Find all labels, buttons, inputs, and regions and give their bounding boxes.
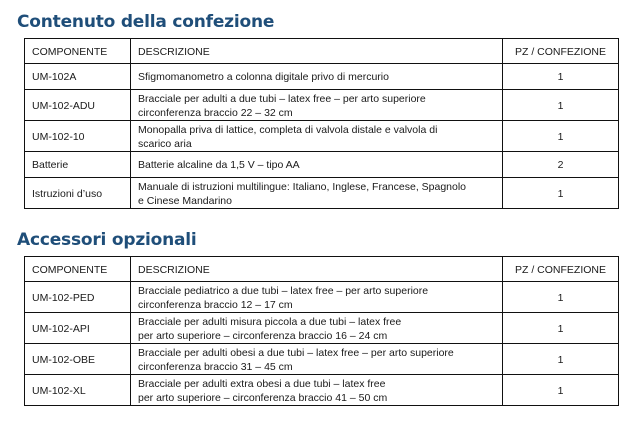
section-title-optional-accessories: Accessori opzionali xyxy=(17,230,197,250)
cell-component: UM-102-OBE xyxy=(25,344,131,375)
table-row xyxy=(25,121,619,152)
column-header-description: DESCRIZIONE xyxy=(131,257,503,282)
cell-component: UM-102-API xyxy=(25,313,131,344)
cell-qty: 1 xyxy=(503,178,619,209)
cell-description: Bracciale pediatrico a due tubi – latex free – per arto superiore circonferenza braccio 12 – 17 cm xyxy=(131,282,503,313)
cell-qty: 1 xyxy=(503,282,619,313)
table-row xyxy=(25,344,619,375)
cell-description: Monopalla priva di lattice, completa di valvola distale e valvola di scarico aria xyxy=(131,121,503,152)
column-header-component: COMPONENTE xyxy=(25,39,131,64)
section-title-package-contents: Contenuto della confezione xyxy=(17,12,275,32)
table-header-row xyxy=(25,257,619,282)
cell-qty: 2 xyxy=(503,152,619,178)
cell-component: UM-102-ADU xyxy=(25,90,131,121)
cell-description: Bracciale per adulti extra obesi a due tubi – latex free per arto superiore – circonferenza braccio 41 – 50 cm xyxy=(131,375,503,406)
cell-qty: 1 xyxy=(503,375,619,406)
column-header-qty: PZ / CONFEZIONE xyxy=(503,39,619,64)
optional-accessories-table xyxy=(24,256,619,406)
cell-component: Batterie xyxy=(25,152,131,178)
package-contents-table xyxy=(24,38,619,209)
cell-qty: 1 xyxy=(503,90,619,121)
cell-qty: 1 xyxy=(503,121,619,152)
cell-component: UM-102-10 xyxy=(25,121,131,152)
table-row xyxy=(25,375,619,406)
table-row xyxy=(25,90,619,121)
table-header-row xyxy=(25,39,619,64)
table-row xyxy=(25,282,619,313)
cell-description: Bracciale per adulti a due tubi – latex free – per arto superiore circonferenza braccio 22 – 32 cm xyxy=(131,90,503,121)
cell-description: Batterie alcaline da 1,5 V – tipo AA xyxy=(131,152,503,178)
cell-description: Manuale di istruzioni multilingue: Italiano, Inglese, Francese, Spagnolo e Cinese Mandarino xyxy=(131,178,503,209)
table-row xyxy=(25,178,619,209)
table-row xyxy=(25,313,619,344)
cell-description: Bracciale per adulti misura piccola a due tubi – latex free per arto superiore – circonferenza braccio 16 – 24 cm xyxy=(131,313,503,344)
cell-qty: 1 xyxy=(503,313,619,344)
cell-component: Istruzioni d’uso xyxy=(25,178,131,209)
cell-qty: 1 xyxy=(503,344,619,375)
table-row xyxy=(25,64,619,90)
cell-qty: 1 xyxy=(503,64,619,90)
table-row xyxy=(25,152,619,178)
cell-description: Bracciale per adulti obesi a due tubi – latex free – per arto superiore circonferenza braccio 31 – 45 cm xyxy=(131,344,503,375)
cell-description: Sfigmomanometro a colonna digitale privo di mercurio xyxy=(131,64,503,90)
cell-component: UM-102-PED xyxy=(25,282,131,313)
cell-component: UM-102-XL xyxy=(25,375,131,406)
column-header-component: COMPONENTE xyxy=(25,257,131,282)
cell-component: UM-102A xyxy=(25,64,131,90)
column-header-qty: PZ / CONFEZIONE xyxy=(503,257,619,282)
column-header-description: DESCRIZIONE xyxy=(131,39,503,64)
